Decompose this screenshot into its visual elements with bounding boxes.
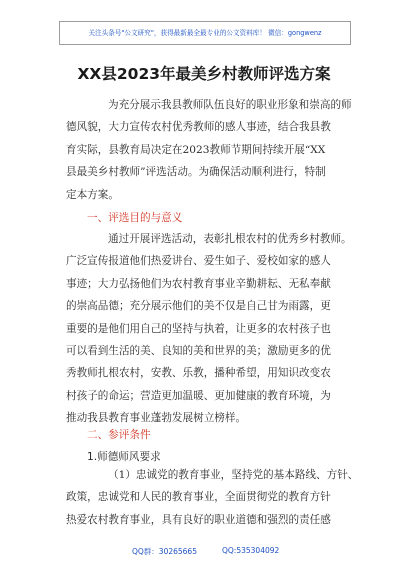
text-line: 县最美乡村教师”评选活动。为确保活动顺利进行，特制 — [66, 166, 326, 179]
text-line: 育实际，县教育局决定在2023教师节期间持续开展“XX — [66, 143, 326, 156]
text-line: 为充分展示我县教师队伍良好的职业形象和崇高的师 — [108, 99, 352, 111]
text-line: 政策，忠诚党和人民的教育事业，全面贯彻党的教育方针 — [66, 491, 331, 504]
text-line: 重要的是他们用自己的坚持与执着，让更多的农村孩子也 — [66, 322, 331, 335]
subsection-heading-ethics: 1.师德师风要求 — [87, 451, 161, 463]
document-title: XX县2023年最美乡村教师评选方案 — [77, 65, 331, 83]
text-line: 热爱农村教育事业，具有良好的职业道德和强烈的责任感 — [66, 513, 331, 526]
section-heading-purpose: 一、评选目的与意义 — [87, 212, 183, 224]
text-line: 定本方案。 — [66, 188, 119, 201]
criteria-paragraph — [66, 464, 359, 531]
text-line: 事迹；大力弘扬他们为农村教育事业辛勤耕耘、无私奉献 — [66, 277, 331, 290]
text-line: 推动我县教育事业蓬勃发展树立榜样。 — [66, 412, 247, 425]
text-line: 可以看到生活的美、良知的美和世界的美；激励更多的优 — [66, 344, 331, 357]
footer-qq-group: QQ群：30265665 — [132, 547, 197, 556]
footer-qq: QQ:535304092 — [222, 546, 280, 555]
text-line: 秀教师扎根农村，安教、乐教，播种希望，用知识改变农 — [66, 367, 331, 380]
text-line: 德风貌，大力宣传农村优秀教师的感人事迹，结合我县教 — [66, 121, 331, 134]
section-heading-criteria: 二、参评条件 — [87, 429, 151, 441]
text-line: 广泛宣传报道他们热爱讲台、爱生如子、爱校如家的感人 — [66, 255, 331, 268]
purpose-paragraph — [66, 228, 352, 430]
text-line: （1）忠诚党的教育事业，坚持党的基本路线、方针、 — [108, 469, 359, 481]
promo-banner: 关注头条号"公文研究"，获得最新最全最专业的公文资料库！ 微信：gongwenz — [59, 21, 351, 45]
text-line: 通过开展评选活动，表彰扎根农村的优秀乡村教师。 — [108, 233, 352, 245]
intro-paragraph — [66, 94, 352, 206]
text-line: 村孩子的命运；营造更加温暖、更加健康的教育环境，为 — [66, 389, 331, 402]
text-line: 的崇高品德；充分展示他们的美不仅是自己甘为雨露，更 — [66, 300, 331, 313]
